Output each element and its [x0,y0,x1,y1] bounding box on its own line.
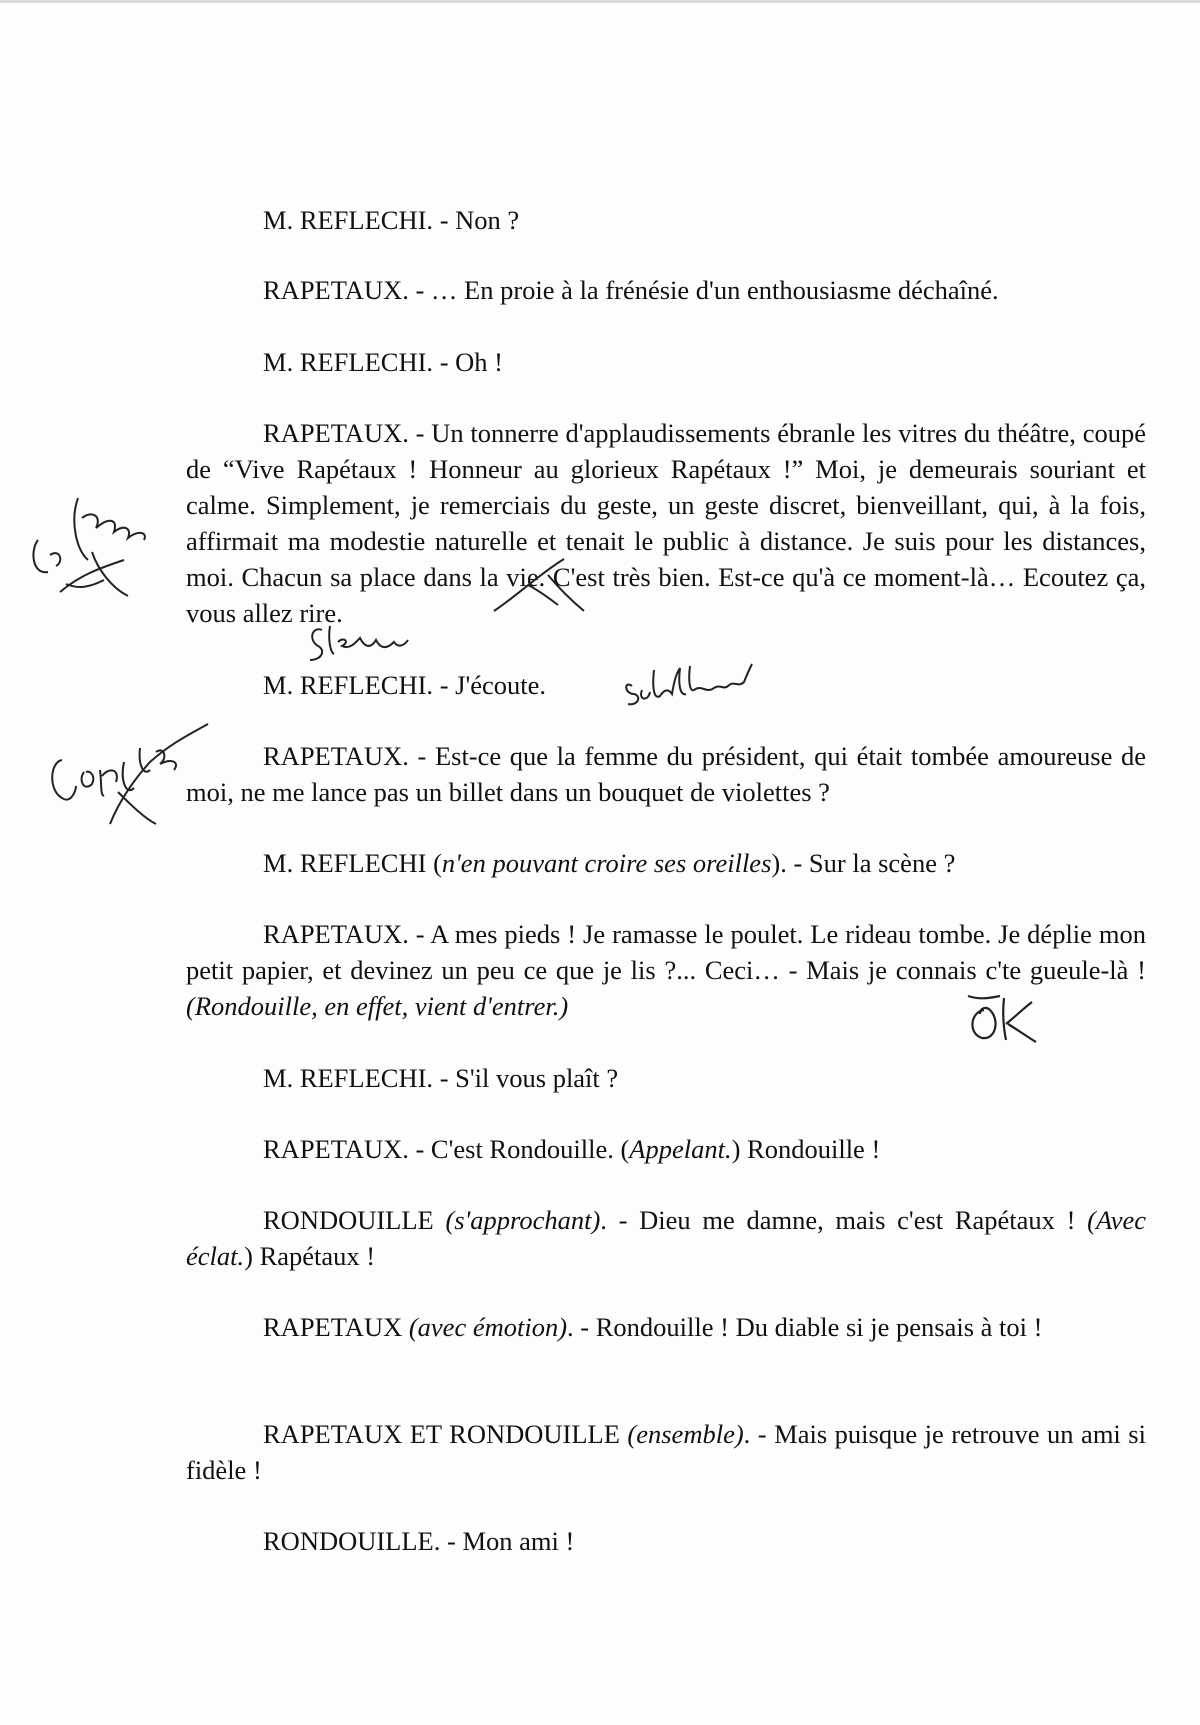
speech-line [186,1131,1146,1167]
signature-icon [620,660,760,710]
speech-text: - Un tonnerre d'applaudissements ébranle les vitres du théâtre, coupé de “Vive Rapétaux ! Honneur au glorieux Rapétaux !” Moi, je demeurais souriant et calme. Simplement, je remerciais du geste, un geste discret, bienveillant, qui, à la fois, affirmait ma modestie naturelle et tenait le public à distance. Je suis pour les distances, moi. Chacun sa place dans la vie. C'est très bien. Est-ce qu'à ce moment-là… Ecoutez ça, vous allez rire. [186,418,1146,628]
speaker: RAPETAUX. [263,1134,409,1164]
speech-text: - Non ? [433,205,520,235]
speech-text: - Oh ! [433,347,503,377]
speaker: M. REFLECHI [263,848,427,878]
ok-mark [960,990,1040,1045]
stage-direction: n'en pouvant croire ses oreilles [441,848,772,878]
speech-line [186,738,1146,810]
speech-line [186,1309,1146,1345]
stage-direction: (Rondouille, en effet, vient d'entrer.) [186,991,569,1021]
margin-note-signature-1 [20,480,160,610]
handwriting-icon [20,480,160,610]
speech-text: - A mes pieds ! Je ramasse le poulet. Le rideau tombe. Je déplie mon petit papier, et devinez un peu ce que je lis ?... Ceci… - Mais je connais c'te gueule-là ! [186,919,1146,985]
ok-check-icon [960,990,1040,1045]
speaker: RAPETAUX. [263,919,409,949]
speech-text: ) Rondouille ! [731,1134,881,1164]
stage-direction: (Avec éclat. [186,1205,1146,1271]
speech-text: . - Rondouille ! Du diable si je pensais à toi ! [567,1312,1043,1342]
strike-marks [488,555,598,615]
speech-line [186,415,1146,631]
speech-text [402,1312,409,1342]
speech-line [186,1523,1146,1559]
handwriting-icon [300,620,410,665]
stage-direction: Appelant. [629,1134,732,1164]
speaker: RAPETAUX. [263,275,409,305]
strikethrough-icon [488,555,598,615]
speech-line [186,1060,1146,1096]
speech-text: ). - Sur la scène ? [771,848,956,878]
speaker: RONDOUILLE. [263,1526,441,1556]
speaker: M. REFLECHI. [263,347,434,377]
stage-direction: (ensemble) [627,1419,744,1449]
speech-text: ( [426,848,442,878]
speech-text: - C'est Rondouille. ( [408,1134,630,1164]
speech-text: - J'écoute. [433,670,546,700]
signature-schilland [620,660,760,710]
speaker: RAPETAUX [263,1312,403,1342]
interlinear-note [300,620,410,665]
margin-note-signature-2 [40,700,220,830]
stage-direction: (avec émotion) [408,1312,568,1342]
speech-text: - Est-ce que la femme du président, qui était tombée amoureuse de moi, ne me lance pas un billet dans un bouquet de violettes ? [186,741,1146,807]
speech-text: . - Mais puisque je retrouve un ami si fidèle ! [186,1419,1146,1485]
speech-text: - Mon ami ! [440,1526,575,1556]
page-top-edge [0,0,1200,3]
speech-line [186,1416,1146,1488]
speaker: RAPETAUX ET RONDOUILLE [263,1419,620,1449]
speech-text: . - Dieu me damne, mais c'est Rapétaux ! [600,1205,1088,1235]
speaker: M. REFLECHI. [263,670,434,700]
speech-line [186,202,1146,238]
speech-line [186,344,1146,380]
speaker: RAPETAUX. [263,418,409,448]
speech-text [434,1205,446,1235]
speaker: M. REFLECHI. [263,205,434,235]
speaker: M. REFLECHI. [263,1063,434,1093]
speech-text: - … En proie à la frénésie d'un enthousiasme déchaîné. [408,275,999,305]
speech-line [186,272,1146,308]
speech-line [186,1202,1146,1274]
stage-direction: (s'approchant) [445,1205,601,1235]
speaker: RAPETAUX. [263,741,409,771]
speech-line [186,845,1146,881]
handwriting-icon [40,700,220,830]
speech-text: - S'il vous plaît ? [433,1063,619,1093]
speech-text: ) Rapétaux ! [244,1241,376,1271]
speaker: RONDOUILLE [263,1205,434,1235]
